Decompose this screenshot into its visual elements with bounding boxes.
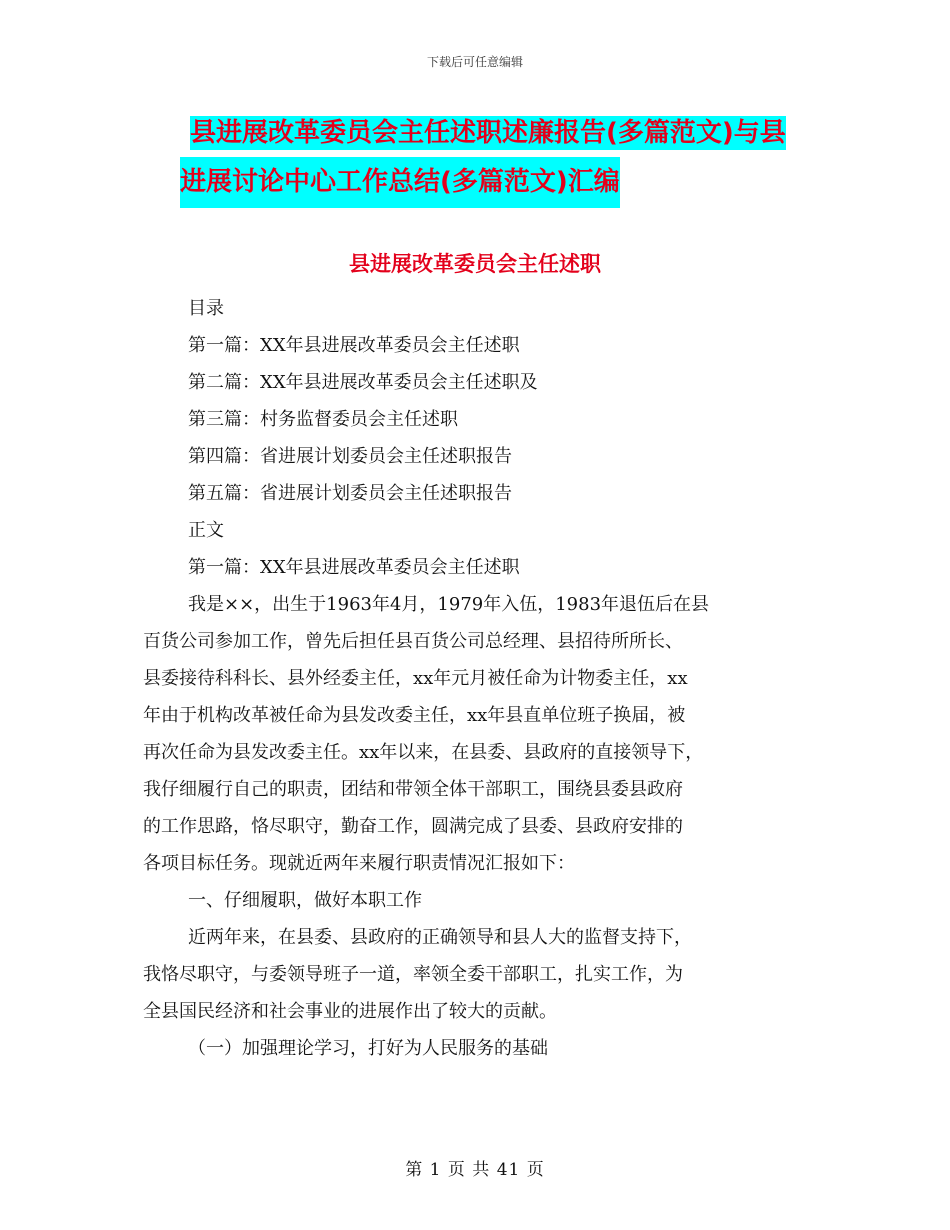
paragraph-line: 百货公司参加工作，曾先后担任县百货公司总经理、县招待所所长、	[143, 631, 683, 652]
paragraph-line: 再次任命为县发改委主任。xx年以来，在县委、县政府的直接领导下，	[143, 742, 704, 763]
paragraph-line: 我仔细履行自己的职责，团结和带领全体干部职工，围绕县委县政府	[143, 779, 683, 800]
paragraph-line: 年由于机构改革被任命为县发改委主任，xx年县直单位班子换届，被	[143, 705, 686, 726]
paragraph-line: 近两年来，在县委、县政府的正确领导和县人大的监督支持下，	[188, 927, 692, 948]
toc-item: 第五篇：省进展计划委员会主任述职报告	[188, 483, 512, 504]
subheading: 一、仔细履职，做好本职工作	[188, 890, 422, 911]
chapter-heading: 第一篇：XX年县进展改革委员会主任述职	[188, 557, 520, 578]
paragraph-line: 我是××，出生于1963年4月，1979年入伍，1983年退伍后在县	[188, 594, 710, 615]
toc-heading: 目录	[188, 298, 224, 319]
page-footer: 第 1 页 共 41 页	[405, 1160, 545, 1180]
paragraph-line: 我恪尽职守，与委领导班子一道，率领全委干部职工，扎实工作，为	[143, 964, 683, 985]
section-title: 县进展改革委员会主任述职	[349, 252, 601, 276]
title-line-2: 进展讨论中心工作总结(多篇范文)汇编	[180, 157, 620, 208]
paragraph-line: 县委接待科科长、县外经委主任，xx年元月被任命为计物委主任，xx	[143, 668, 688, 689]
toc-item: 第四篇：省进展计划委员会主任述职报告	[188, 446, 512, 467]
body-heading: 正文	[188, 520, 224, 541]
paragraph-line: 各项目标任务。现就近两年来履行职责情况汇报如下：	[143, 853, 575, 874]
subheading: （一）加强理论学习，打好为人民服务的基础	[188, 1038, 548, 1059]
paragraph-line: 全县国民经济和社会事业的进展作出了较大的贡献。	[143, 1001, 557, 1022]
paragraph-line: 的工作思路，恪尽职守，勤奋工作，圆满完成了县委、县政府安排的	[143, 816, 683, 837]
toc-item: 第三篇：村务监督委员会主任述职	[188, 409, 458, 430]
toc-item: 第二篇：XX年县进展改革委员会主任述职及	[188, 372, 538, 393]
document-title	[180, 110, 810, 208]
title-line-1: 县进展改革委员会主任述职述廉报告(多篇范文)与县	[190, 118, 786, 148]
toc-item: 第一篇：XX年县进展改革委员会主任述职	[188, 335, 520, 356]
header-note: 下载后可任意编辑	[426, 55, 523, 69]
